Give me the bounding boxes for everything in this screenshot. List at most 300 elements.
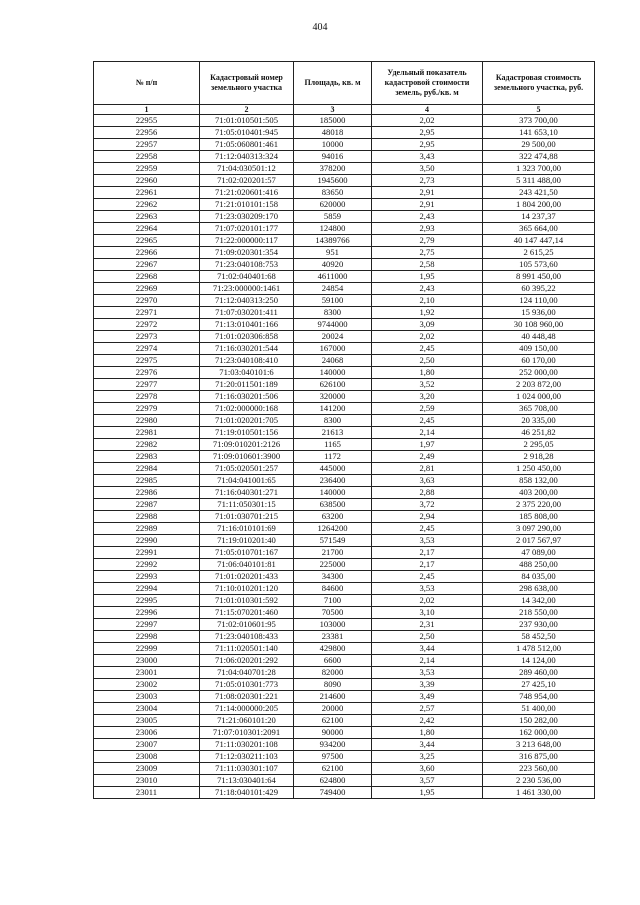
cadastral-number-cell: 71:02:000000:168: [200, 403, 294, 415]
table-row: [94, 187, 595, 199]
unit-value-cell: 3,72: [372, 499, 483, 511]
column-number: 4: [372, 105, 483, 115]
row-number-cell: 22980: [94, 415, 200, 427]
cadastral-value-cell: 373 700,00: [483, 115, 595, 127]
table-row: [94, 775, 595, 787]
table-body: [94, 115, 595, 799]
row-number-cell: 22985: [94, 475, 200, 487]
table-row: [94, 223, 595, 235]
row-number-cell: 23010: [94, 775, 200, 787]
table-row: [94, 343, 595, 355]
cadastral-value-cell: 14 237,37: [483, 211, 595, 223]
table-row: [94, 655, 595, 667]
unit-value-cell: 3,49: [372, 691, 483, 703]
row-number-cell: 22987: [94, 499, 200, 511]
table-row: [94, 319, 595, 331]
table-row: [94, 547, 595, 559]
area-cell: 8300: [294, 307, 372, 319]
row-number-cell: 22970: [94, 295, 200, 307]
cadastral-value-cell: 298 638,00: [483, 583, 595, 595]
row-number-cell: 22962: [94, 199, 200, 211]
cadastral-number-cell: 71:18:040101:429: [200, 787, 294, 799]
cadastral-value-cell: 858 132,00: [483, 475, 595, 487]
table-row: [94, 763, 595, 775]
cadastral-number-cell: 71:16:040301:271: [200, 487, 294, 499]
area-cell: 1172: [294, 451, 372, 463]
cadastral-number-cell: 71:19:010201:40: [200, 535, 294, 547]
cadastral-value-cell: 365 708,00: [483, 403, 595, 415]
table-row: [94, 475, 595, 487]
unit-value-cell: 2,75: [372, 247, 483, 259]
column-number: 1: [94, 105, 200, 115]
unit-value-cell: 3,60: [372, 763, 483, 775]
area-cell: 1165: [294, 439, 372, 451]
cadastral-value-cell: 5 311 488,00: [483, 175, 595, 187]
cadastral-value-cell: 124 110,00: [483, 295, 595, 307]
header-unit-value: Удельный показатель кадастровой стоимости земель, руб./кв. м: [372, 62, 483, 105]
cadastral-number-cell: 71:11:050301:15: [200, 499, 294, 511]
cadastral-number-cell: 71:07:030201:411: [200, 307, 294, 319]
cadastral-number-cell: 71:05:060801:461: [200, 139, 294, 151]
cadastral-number-cell: 71:16:030201:544: [200, 343, 294, 355]
table-row: [94, 283, 595, 295]
unit-value-cell: 3,53: [372, 667, 483, 679]
table-row: [94, 427, 595, 439]
row-number-cell: 22983: [94, 451, 200, 463]
row-number-cell: 22991: [94, 547, 200, 559]
unit-value-cell: 2,59: [372, 403, 483, 415]
cadastral-value-cell: 58 452,50: [483, 631, 595, 643]
area-cell: 1945600: [294, 175, 372, 187]
row-number-cell: 23006: [94, 727, 200, 739]
table-row: [94, 175, 595, 187]
unit-value-cell: 2,10: [372, 295, 483, 307]
cadastral-number-cell: 71:11:030301:107: [200, 763, 294, 775]
cadastral-number-cell: 71:21:020601:416: [200, 187, 294, 199]
unit-value-cell: 3,53: [372, 583, 483, 595]
cadastral-value-cell: 30 108 960,00: [483, 319, 595, 331]
row-number-cell: 22955: [94, 115, 200, 127]
unit-value-cell: 2,45: [372, 571, 483, 583]
cadastral-value-cell: 14 124,00: [483, 655, 595, 667]
cadastral-value-cell: 237 930,00: [483, 619, 595, 631]
cadastral-number-cell: 71:01:020201:433: [200, 571, 294, 583]
cadastral-value-cell: 3 213 648,00: [483, 739, 595, 751]
unit-value-cell: 3,53: [372, 535, 483, 547]
cadastral-value-cell: 8 991 450,00: [483, 271, 595, 283]
cadastral-value-cell: 27 425,10: [483, 679, 595, 691]
unit-value-cell: 2,45: [372, 343, 483, 355]
row-number-cell: 23005: [94, 715, 200, 727]
unit-value-cell: 2,95: [372, 139, 483, 151]
cadastral-number-cell: 71:04:041001:65: [200, 475, 294, 487]
cadastral-value-cell: 60 170,00: [483, 355, 595, 367]
cadastral-number-cell: 71:11:020501:140: [200, 643, 294, 655]
cadastral-value-cell: 20 335,00: [483, 415, 595, 427]
area-cell: 124800: [294, 223, 372, 235]
cadastral-number-cell: 71:23:040108:753: [200, 259, 294, 271]
area-cell: 624800: [294, 775, 372, 787]
area-cell: 24854: [294, 283, 372, 295]
unit-value-cell: 1,92: [372, 307, 483, 319]
row-number-cell: 22971: [94, 307, 200, 319]
row-number-cell: 22961: [94, 187, 200, 199]
unit-value-cell: 2,91: [372, 199, 483, 211]
table-row: [94, 619, 595, 631]
table-row: [94, 451, 595, 463]
cadastral-value-cell: 3 097 290,00: [483, 523, 595, 535]
area-cell: 214600: [294, 691, 372, 703]
cadastral-number-cell: 71:21:010101:158: [200, 199, 294, 211]
cadastral-value-cell: 14 342,00: [483, 595, 595, 607]
cadastral-value-cell: 243 421,50: [483, 187, 595, 199]
row-number-cell: 22990: [94, 535, 200, 547]
area-cell: 90000: [294, 727, 372, 739]
cadastral-value-cell: 51 400,00: [483, 703, 595, 715]
header-row-number: № п/п: [94, 62, 200, 105]
table-row: [94, 739, 595, 751]
unit-value-cell: 2,43: [372, 211, 483, 223]
unit-value-cell: 2,14: [372, 427, 483, 439]
area-cell: 20000: [294, 703, 372, 715]
cadastral-number-cell: 71:01:020306:858: [200, 331, 294, 343]
table-row: [94, 127, 595, 139]
unit-value-cell: 2,94: [372, 511, 483, 523]
unit-value-cell: 2,50: [372, 355, 483, 367]
area-cell: 10000: [294, 139, 372, 151]
cadastral-value-cell: 316 875,00: [483, 751, 595, 763]
table-row: [94, 691, 595, 703]
unit-value-cell: 1,80: [372, 367, 483, 379]
row-number-cell: 23011: [94, 787, 200, 799]
cadastral-value-cell: 141 653,10: [483, 127, 595, 139]
table-row: [94, 199, 595, 211]
area-cell: 94016: [294, 151, 372, 163]
header-area: Площадь, кв. м: [294, 62, 372, 105]
table-row: [94, 403, 595, 415]
row-number-cell: 22975: [94, 355, 200, 367]
row-number-cell: 22968: [94, 271, 200, 283]
unit-value-cell: 3,57: [372, 775, 483, 787]
unit-value-cell: 2,73: [372, 175, 483, 187]
table-row: [94, 583, 595, 595]
page-number: 404: [312, 22, 328, 33]
unit-value-cell: 3,43: [372, 151, 483, 163]
table-row: [94, 667, 595, 679]
cadastral-value-cell: 218 550,00: [483, 607, 595, 619]
area-cell: 7100: [294, 595, 372, 607]
unit-value-cell: 2,58: [372, 259, 483, 271]
cadastral-number-cell: 71:16:030201:506: [200, 391, 294, 403]
area-cell: 6600: [294, 655, 372, 667]
unit-value-cell: 3,50: [372, 163, 483, 175]
area-cell: 83650: [294, 187, 372, 199]
row-number-cell: 22984: [94, 463, 200, 475]
unit-value-cell: 2,49: [372, 451, 483, 463]
cadastral-number-cell: 71:05:010301:773: [200, 679, 294, 691]
cadastral-number-cell: 71:01:020201:705: [200, 415, 294, 427]
row-number-cell: 22965: [94, 235, 200, 247]
unit-value-cell: 2,50: [372, 631, 483, 643]
table-row: [94, 535, 595, 547]
table-row: [94, 643, 595, 655]
cadastral-value-cell: 1 804 200,00: [483, 199, 595, 211]
table-row: [94, 487, 595, 499]
cadastral-number-cell: 71:05:010701:167: [200, 547, 294, 559]
cadastral-value-cell: 2 918,28: [483, 451, 595, 463]
table-row: [94, 679, 595, 691]
unit-value-cell: 3,63: [372, 475, 483, 487]
row-number-cell: 22969: [94, 283, 200, 295]
table-row: [94, 163, 595, 175]
cadastral-value-cell: 223 560,00: [483, 763, 595, 775]
row-number-cell: 22986: [94, 487, 200, 499]
row-number-cell: 22960: [94, 175, 200, 187]
unit-value-cell: 2,17: [372, 547, 483, 559]
cadastral-value-cell: 162 000,00: [483, 727, 595, 739]
area-cell: 185000: [294, 115, 372, 127]
table-row: [94, 259, 595, 271]
cadastral-value-cell: 1 024 000,00: [483, 391, 595, 403]
cadastral-number-cell: 71:13:030401:64: [200, 775, 294, 787]
table-row: [94, 247, 595, 259]
table-row: [94, 355, 595, 367]
unit-value-cell: 1,80: [372, 727, 483, 739]
row-number-cell: 22988: [94, 511, 200, 523]
table-row: [94, 631, 595, 643]
unit-value-cell: 2,02: [372, 331, 483, 343]
area-cell: 62100: [294, 763, 372, 775]
unit-value-cell: 1,95: [372, 787, 483, 799]
cadastral-number-cell: 71:15:070201:460: [200, 607, 294, 619]
area-cell: 620000: [294, 199, 372, 211]
table-row: [94, 595, 595, 607]
unit-value-cell: 2,79: [372, 235, 483, 247]
column-number: 3: [294, 105, 372, 115]
unit-value-cell: 2,81: [372, 463, 483, 475]
cadastral-value-cell: 322 474,88: [483, 151, 595, 163]
row-number-cell: 22997: [94, 619, 200, 631]
row-number-cell: 22967: [94, 259, 200, 271]
cadastral-value-cell: 1 323 700,00: [483, 163, 595, 175]
cadastral-value-cell: 252 000,00: [483, 367, 595, 379]
area-cell: 40920: [294, 259, 372, 271]
cadastral-value-cell: 2 375 220,00: [483, 499, 595, 511]
area-cell: 5859: [294, 211, 372, 223]
cadastral-number-cell: 71:21:060101:20: [200, 715, 294, 727]
table-header-row: [94, 62, 595, 105]
cadastral-value-cell: 150 282,00: [483, 715, 595, 727]
area-cell: 34300: [294, 571, 372, 583]
cadastral-value-table: [93, 61, 595, 799]
table-row: [94, 151, 595, 163]
area-cell: 70500: [294, 607, 372, 619]
unit-value-cell: 2,14: [372, 655, 483, 667]
cadastral-value-cell: 105 573,60: [483, 259, 595, 271]
area-cell: 225000: [294, 559, 372, 571]
cadastral-number-cell: 71:09:020301:354: [200, 247, 294, 259]
cadastral-number-cell: 71:02:020201:57: [200, 175, 294, 187]
cadastral-number-cell: 71:01:010301:592: [200, 595, 294, 607]
row-number-cell: 22974: [94, 343, 200, 355]
cadastral-number-cell: 71:07:010301:2091: [200, 727, 294, 739]
table-row: [94, 295, 595, 307]
table-row: [94, 391, 595, 403]
area-cell: 84600: [294, 583, 372, 595]
area-cell: 236400: [294, 475, 372, 487]
table-row: [94, 703, 595, 715]
row-number-cell: 22972: [94, 319, 200, 331]
cadastral-value-cell: 365 664,00: [483, 223, 595, 235]
cadastral-value-cell: 2 203 872,00: [483, 379, 595, 391]
cadastral-number-cell: 71:04:030501:12: [200, 163, 294, 175]
cadastral-value-cell: 46 251,82: [483, 427, 595, 439]
area-cell: 429800: [294, 643, 372, 655]
area-cell: 62100: [294, 715, 372, 727]
row-number-cell: 22995: [94, 595, 200, 607]
cadastral-number-cell: 71:02:040401:68: [200, 271, 294, 283]
cadastral-value-cell: 1 461 330,00: [483, 787, 595, 799]
row-number-cell: 22992: [94, 559, 200, 571]
area-cell: 320000: [294, 391, 372, 403]
table-row: [94, 235, 595, 247]
cadastral-number-cell: 71:12:040313:250: [200, 295, 294, 307]
unit-value-cell: 2,02: [372, 115, 483, 127]
unit-value-cell: 2,45: [372, 523, 483, 535]
cadastral-value-cell: 748 954,00: [483, 691, 595, 703]
unit-value-cell: 1,97: [372, 439, 483, 451]
table-row: [94, 607, 595, 619]
unit-value-cell: 3,25: [372, 751, 483, 763]
row-number-cell: 23009: [94, 763, 200, 775]
area-cell: 749400: [294, 787, 372, 799]
area-cell: 103000: [294, 619, 372, 631]
cadastral-value-cell: 2 615,25: [483, 247, 595, 259]
area-cell: 48018: [294, 127, 372, 139]
row-number-cell: 22994: [94, 583, 200, 595]
cadastral-number-cell: 71:08:020301:221: [200, 691, 294, 703]
table-row: [94, 559, 595, 571]
unit-value-cell: 2,88: [372, 487, 483, 499]
table-row: [94, 727, 595, 739]
row-number-cell: 22978: [94, 391, 200, 403]
unit-value-cell: 2,02: [372, 595, 483, 607]
row-number-cell: 22993: [94, 571, 200, 583]
area-cell: 951: [294, 247, 372, 259]
area-cell: 8090: [294, 679, 372, 691]
area-cell: 9744000: [294, 319, 372, 331]
cadastral-number-cell: 71:16:010101:69: [200, 523, 294, 535]
table-row: [94, 115, 595, 127]
cadastral-value-cell: 60 395,22: [483, 283, 595, 295]
cadastral-value-cell: 40 448,48: [483, 331, 595, 343]
row-number-cell: 23008: [94, 751, 200, 763]
table-row: [94, 307, 595, 319]
table-row: [94, 715, 595, 727]
cadastral-number-cell: 71:19:010501:156: [200, 427, 294, 439]
header-cadastral-number: Кадастровый номер земельного участка: [200, 62, 294, 105]
cadastral-number-cell: 71:06:040101:81: [200, 559, 294, 571]
unit-value-cell: 3,39: [372, 679, 483, 691]
cadastral-number-cell: 71:22:000000:117: [200, 235, 294, 247]
cadastral-value-cell: 84 035,00: [483, 571, 595, 583]
area-cell: 14389766: [294, 235, 372, 247]
row-number-cell: 22998: [94, 631, 200, 643]
area-cell: 20024: [294, 331, 372, 343]
row-number-cell: 22957: [94, 139, 200, 151]
cadastral-number-cell: 71:23:030209:170: [200, 211, 294, 223]
cadastral-number-cell: 71:23:040108:433: [200, 631, 294, 643]
cadastral-number-cell: 71:20:011501:189: [200, 379, 294, 391]
cadastral-number-cell: 71:12:030211:103: [200, 751, 294, 763]
table-row: [94, 139, 595, 151]
row-number-cell: 22977: [94, 379, 200, 391]
cadastral-value-cell: 1 478 512,00: [483, 643, 595, 655]
cadastral-number-cell: 71:12:040313:324: [200, 151, 294, 163]
cadastral-number-cell: 71:13:010401:166: [200, 319, 294, 331]
area-cell: 141200: [294, 403, 372, 415]
table-row: [94, 439, 595, 451]
cadastral-value-cell: 1 250 450,00: [483, 463, 595, 475]
row-number-cell: 23003: [94, 691, 200, 703]
cadastral-number-cell: 71:07:020101:177: [200, 223, 294, 235]
unit-value-cell: 3,44: [372, 739, 483, 751]
row-number-cell: 22958: [94, 151, 200, 163]
row-number-cell: 22959: [94, 163, 200, 175]
cadastral-value-cell: 2 230 536,00: [483, 775, 595, 787]
unit-value-cell: 2,57: [372, 703, 483, 715]
cadastral-number-cell: 71:01:010501:505: [200, 115, 294, 127]
row-number-cell: 22999: [94, 643, 200, 655]
header-cadastral-value: Кадастровая стоимость земельного участка, руб.: [483, 62, 595, 105]
area-cell: 4611000: [294, 271, 372, 283]
row-number-cell: 23004: [94, 703, 200, 715]
unit-value-cell: 2,31: [372, 619, 483, 631]
area-cell: 571549: [294, 535, 372, 547]
cadastral-number-cell: 71:23:040108:410: [200, 355, 294, 367]
area-cell: 140000: [294, 367, 372, 379]
row-number-cell: 22976: [94, 367, 200, 379]
row-number-cell: 23000: [94, 655, 200, 667]
table-row: [94, 787, 595, 799]
table-row: [94, 415, 595, 427]
unit-value-cell: 2,42: [372, 715, 483, 727]
row-number-cell: 23007: [94, 739, 200, 751]
area-cell: 167000: [294, 343, 372, 355]
cadastral-number-cell: 71:10:010201:120: [200, 583, 294, 595]
unit-value-cell: 1,95: [372, 271, 483, 283]
cadastral-value-cell: 29 500,00: [483, 139, 595, 151]
area-cell: 24068: [294, 355, 372, 367]
area-cell: 59100: [294, 295, 372, 307]
table-row: [94, 331, 595, 343]
row-number-cell: 22973: [94, 331, 200, 343]
unit-value-cell: 2,93: [372, 223, 483, 235]
table-row: [94, 271, 595, 283]
unit-value-cell: 3,09: [372, 319, 483, 331]
cadastral-value-cell: 15 936,00: [483, 307, 595, 319]
area-cell: 21613: [294, 427, 372, 439]
cadastral-value-cell: 40 147 447,14: [483, 235, 595, 247]
cadastral-number-cell: 71:05:020501:257: [200, 463, 294, 475]
area-cell: 23381: [294, 631, 372, 643]
cadastral-number-cell: 71:04:040701:28: [200, 667, 294, 679]
row-number-cell: 23002: [94, 679, 200, 691]
unit-value-cell: 2,91: [372, 187, 483, 199]
table-row: [94, 511, 595, 523]
table-row: [94, 751, 595, 763]
row-number-cell: 22981: [94, 427, 200, 439]
